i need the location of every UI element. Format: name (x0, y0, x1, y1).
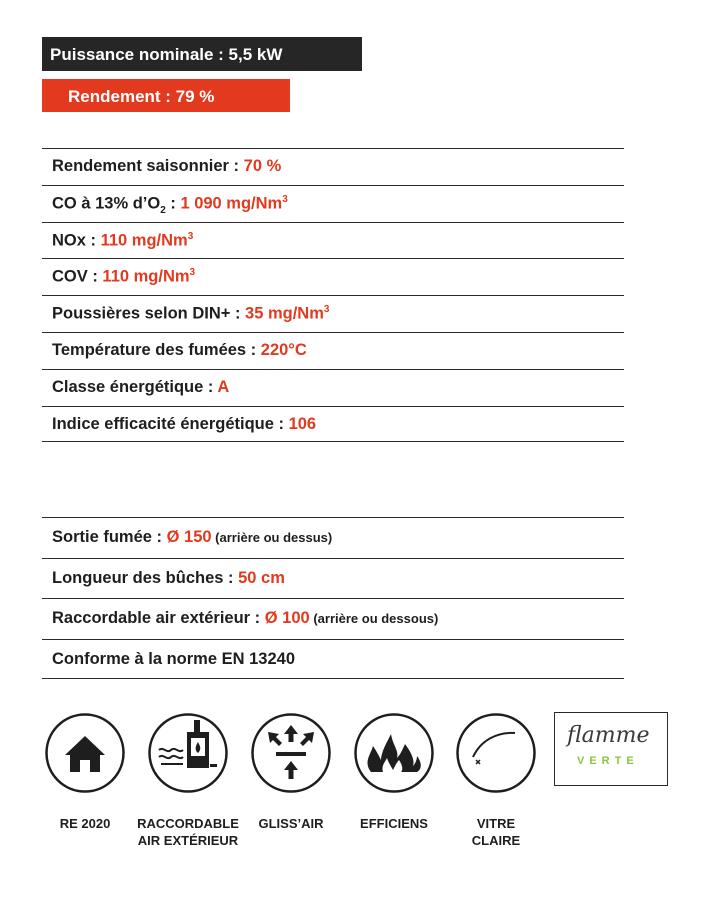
spec-value: 220°C (260, 340, 307, 359)
spec-label: Longueur des bûches : (52, 568, 239, 587)
spec-note: (arrière ou dessus) (211, 530, 333, 545)
spec-label: COV : (52, 267, 103, 286)
house-icon (44, 712, 126, 794)
spec-value: A (217, 377, 230, 396)
spec-value: 50 cm (238, 568, 285, 587)
spec-label: Poussières selon DIN+ : (52, 304, 246, 323)
spec-row (42, 295, 624, 332)
spec-value: Ø 150 (166, 528, 212, 546)
spec-row (42, 639, 624, 680)
spec-label: Indice efficacité énergétique : (52, 414, 289, 433)
spec-value: 35 mg/Nm (245, 304, 324, 323)
spec-value: 1 090 mg/Nm (180, 194, 283, 213)
flamme-verte-logo (554, 712, 668, 786)
spec-label-subscript: 2 (160, 204, 166, 216)
spec-row (42, 258, 624, 295)
spec-row (42, 332, 624, 369)
spec-value-superscript: 3 (323, 304, 330, 316)
spec-row (42, 148, 624, 185)
spec-list-performance (42, 148, 624, 442)
spec-label: Rendement saisonnier : (52, 157, 244, 175)
icon-label: RE 2020 (59, 816, 111, 831)
spec-label: Conforme à la norme EN 13240 (52, 649, 296, 668)
spec-label: Classe énergétique : (52, 377, 218, 396)
spec-row (42, 369, 624, 406)
efficiency-badge: Rendement : 79 % (42, 79, 290, 112)
spec-value: 110 mg/Nm (100, 231, 188, 250)
spec-label: NOx : (52, 231, 101, 250)
spec-label-suffix: : (165, 194, 181, 213)
power-badge: Puissance nominale : 5,5 kW (42, 37, 362, 71)
spec-row (42, 558, 624, 599)
icon-label: VITRE CLAIRE (471, 816, 521, 848)
spec-value: 70 % (243, 157, 282, 175)
spec-value-superscript: 3 (189, 267, 196, 279)
spec-label: Sortie fumée : (52, 528, 167, 546)
spec-value: Ø 100 (264, 609, 310, 627)
verte-text: VERTE (577, 755, 639, 767)
spec-list-installation (42, 517, 624, 679)
spec-value: 110 mg/Nm (102, 267, 190, 286)
spec-value-superscript: 3 (187, 230, 194, 242)
spec-label: Température des fumées : (52, 340, 261, 359)
spec-row (42, 185, 624, 222)
icon-label: RACCORDABLE AIR EXTÉRIEUR (137, 816, 239, 848)
stove-air-icon (147, 712, 229, 794)
spec-row (42, 517, 624, 558)
spec-row (42, 598, 624, 639)
spec-label: CO à 13% d’O (52, 194, 161, 213)
spec-value: 106 (288, 414, 317, 433)
spec-label: Raccordable air extérieur : (52, 609, 265, 627)
arrows-icon (250, 712, 332, 794)
icon-label: EFFICIENS (360, 816, 428, 831)
glass-icon (455, 712, 537, 794)
spec-row (42, 406, 624, 443)
flames-icon (353, 712, 435, 794)
spec-row (42, 222, 624, 259)
icon-label: GLISS’AIR (258, 816, 324, 831)
flamme-script-text: flamme (567, 723, 650, 748)
spec-value-superscript: 3 (282, 193, 288, 205)
spec-note: (arrière ou dessous) (309, 611, 439, 626)
